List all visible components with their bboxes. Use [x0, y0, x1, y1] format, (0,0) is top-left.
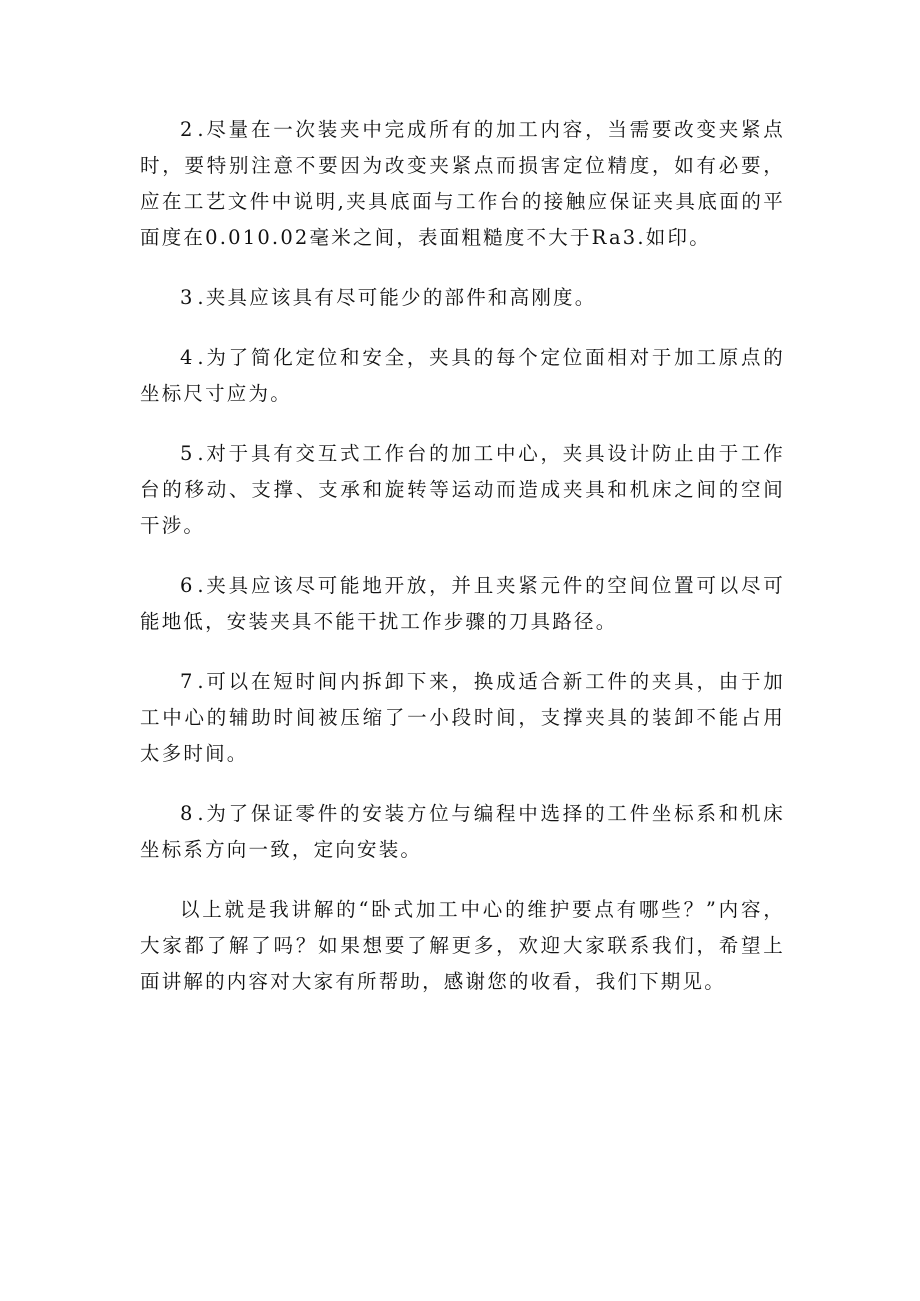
item-number: 5: [180, 442, 198, 465]
item-text: .可以在短时间内拆卸下来，换成适合新工件的夹具，由于加工中心的辅助时间被压缩了一小段时间，支撑夹具的装卸不能占用太多时间。: [140, 670, 785, 765]
item-number: 4: [180, 346, 198, 369]
item-text: .尽量在一次装夹中完成所有的加工内容，当需要改变夹紧点时，要特别注意不要因为改变夹紧点而损害定位精度，如有必要，应在工艺文件中说明,夹具底面与工作台的接触应保证夹具底面的平面度在0.010.02毫米之间，表面粗糙度不大于Ra3.如印。: [140, 118, 785, 249]
item-number: 3: [180, 286, 198, 309]
item-text: .为了简化定位和安全，夹具的每个定位面相对于加工原点的坐标尺寸应为。: [140, 346, 785, 405]
list-item-3: [140, 280, 785, 316]
list-item-8: [140, 796, 785, 868]
closing-paragraph: 以上就是我讲解的“卧式加工中心的维护要点有哪些？”内容，大家都了解了吗？如果想要了解更多，欢迎大家联系我们，希望上面讲解的内容对大家有所帮助，感谢您的收看，我们下期见。: [140, 898, 785, 993]
document-body: [140, 112, 785, 1024]
list-item-5: [140, 436, 785, 544]
item-text: .夹具应该具有尽可能少的部件和高刚度。: [197, 286, 597, 309]
list-item-2: [140, 112, 785, 256]
item-text: .对于具有交互式工作台的加工中心，夹具设计防止由于工作台的移动、支撑、支承和旋转等运动而造成夹具和机床之间的空间干涉。: [140, 442, 785, 537]
item-text: .为了保证零件的安装方位与编程中选择的工件坐标系和机床坐标系方向一致，定向安装。: [140, 802, 785, 861]
list-item-4: [140, 340, 785, 412]
list-item-7: [140, 664, 785, 772]
item-text: .夹具应该尽可能地开放，并且夹紧元件的空间位置可以尽可能地低，安装夹具不能干扰工作步骤的刀具路径。: [140, 574, 785, 633]
item-number: 7: [180, 670, 198, 693]
item-number: 8: [180, 802, 198, 825]
item-number: 6: [180, 574, 198, 597]
list-item-6: [140, 568, 785, 640]
item-number: 2: [180, 118, 198, 141]
